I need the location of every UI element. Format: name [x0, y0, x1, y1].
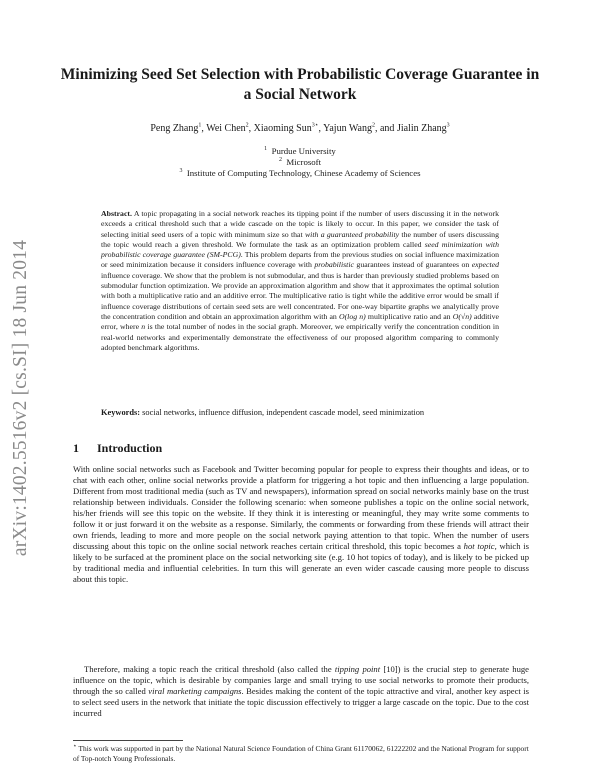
author-name: Peng Zhang — [150, 123, 199, 134]
footnote: ⋆ This work was supported in part by the National Natural Science Foundation of China Grant 61170062, 61222202 and the National Program for support of Top-notch Young Professionals. — [73, 743, 529, 763]
author-name: Wei Chen — [206, 123, 246, 134]
footnote-rule — [73, 740, 183, 741]
body-paragraph: Therefore, making a topic reach the critical threshold (also called the tipping point [10]) is the crucial step to generate huge influence on the topic, which is desirable by companies large and small trying to use social networks to promote their products, through the so called viral marketing campaigns. Besides making the content of the topic attractive and viral, another key aspect is to select seed users in the network that initiate the topic discussion effectively to trigger a large cascade on the topic. Due to the cost incurred — [73, 664, 530, 719]
author-name: Xiaoming Sun — [253, 123, 312, 134]
arxiv-identifier: arXiv:1402.5516v2 [cs.SI] 18 Jun 2014 — [10, 239, 31, 557]
keywords-label: Keywords: — [101, 408, 141, 417]
author-name: Jialin Zhang — [396, 123, 447, 134]
body-paragraph: With online social networks such as Facebook and Twitter becoming popular for people to express their thoughts and ideas, or to chat with each other, online social networks provide a platform for triggering a hot topic and then influencing a large population. Different from most traditional media (such as TV and newspapers), information spread on social networks mainly base on the trust relationship between individuals. Consider the following scenario: when someone publishes a topic on the online social network, his/her friends will see this topic on the website. If they think it is interesting or meaningful, they may write some comments to follow it or just forward it on the website as a response. Similarly, the comments or forwarding from these friends will attract their own friends, leading to more and more people on the social network paying attention to that topic. When the number of users discussing about this topic on the online social network reaches certain critical threshold, this topic becomes a hot topic, which is likely to be surfaced at the prominent place on the social networking site (e.g. 10 hot topics of today), and is likely to be picked up by traditional media and influential celebrities. In turn this will generate an even wider cascade causing more people to discuss about this topic. — [73, 464, 529, 585]
author-name: Yajun Wang — [323, 123, 372, 134]
keywords: Keywords: social networks, influence diffusion, independent cascade model, seed minimization — [101, 408, 425, 417]
author-list: Peng Zhang$^1$, Wei Chen$^2$, Xiaoming Sun$^{3⋆}$, Yajun Wang$^2$, and Jialin Zhang$^3$ — [150, 122, 450, 134]
affiliation: $^2$ Microsoft — [278, 157, 322, 167]
abstract: Abstract. A topic propagating in a social network reaches its tipping point if the number of users discussing it in the network exceeds a critical threshold such that a wide cascade on the topic is likely to occur. In this paper, we consider the task of selecting initial seed users of a topic with minimum size so that with a guaranteed probability the number of users discussing the topic would reach a given threshold. We formulate the task as an optimization problem called seed minimization with probabilistic coverage guarantee (SM-PCG). This problem departs from the previous studies on social influence maximization or seed minimization because it considers influence coverage with probabilistic guarantees instead of guarantees on expected influence coverage. We show that the problem is not submodular, and thus is harder than previously studied problems based on submodular function optimization. We provide an approximation algorithm and show that it approximates the optimal solution with both a multiplicative ratio and an additive error. The multiplicative ratio is tight while the additive error would be small if influence coverage distributions of certain seed sets are well concentrated. For one-way bipartite graphs we analytically prove the concentration condition and obtain an approximation algorithm with an O(log n) multiplicative ratio and an O(√n) additive error, where n is the total number of nodes in the social graph. Moreover, we empirically verify the concentration condition in real-world networks and experimentally demonstrate the effectiveness of our proposed algorithm comparing to commonly adopted benchmark algorithms. — [101, 209, 499, 352]
paper-title: Minimizing Seed Set Selection with Probabilistic Coverage Guarantee in a Social Network — [60, 66, 540, 103]
affiliation: $^1$ Purdue University — [264, 146, 336, 156]
section-heading: 1 Introduction — [73, 441, 163, 455]
affiliation: $^3$ Institute of Computing Technology, Chinese Academy of Sciences — [179, 168, 421, 178]
abstract-label: Abstract. — [101, 209, 132, 218]
